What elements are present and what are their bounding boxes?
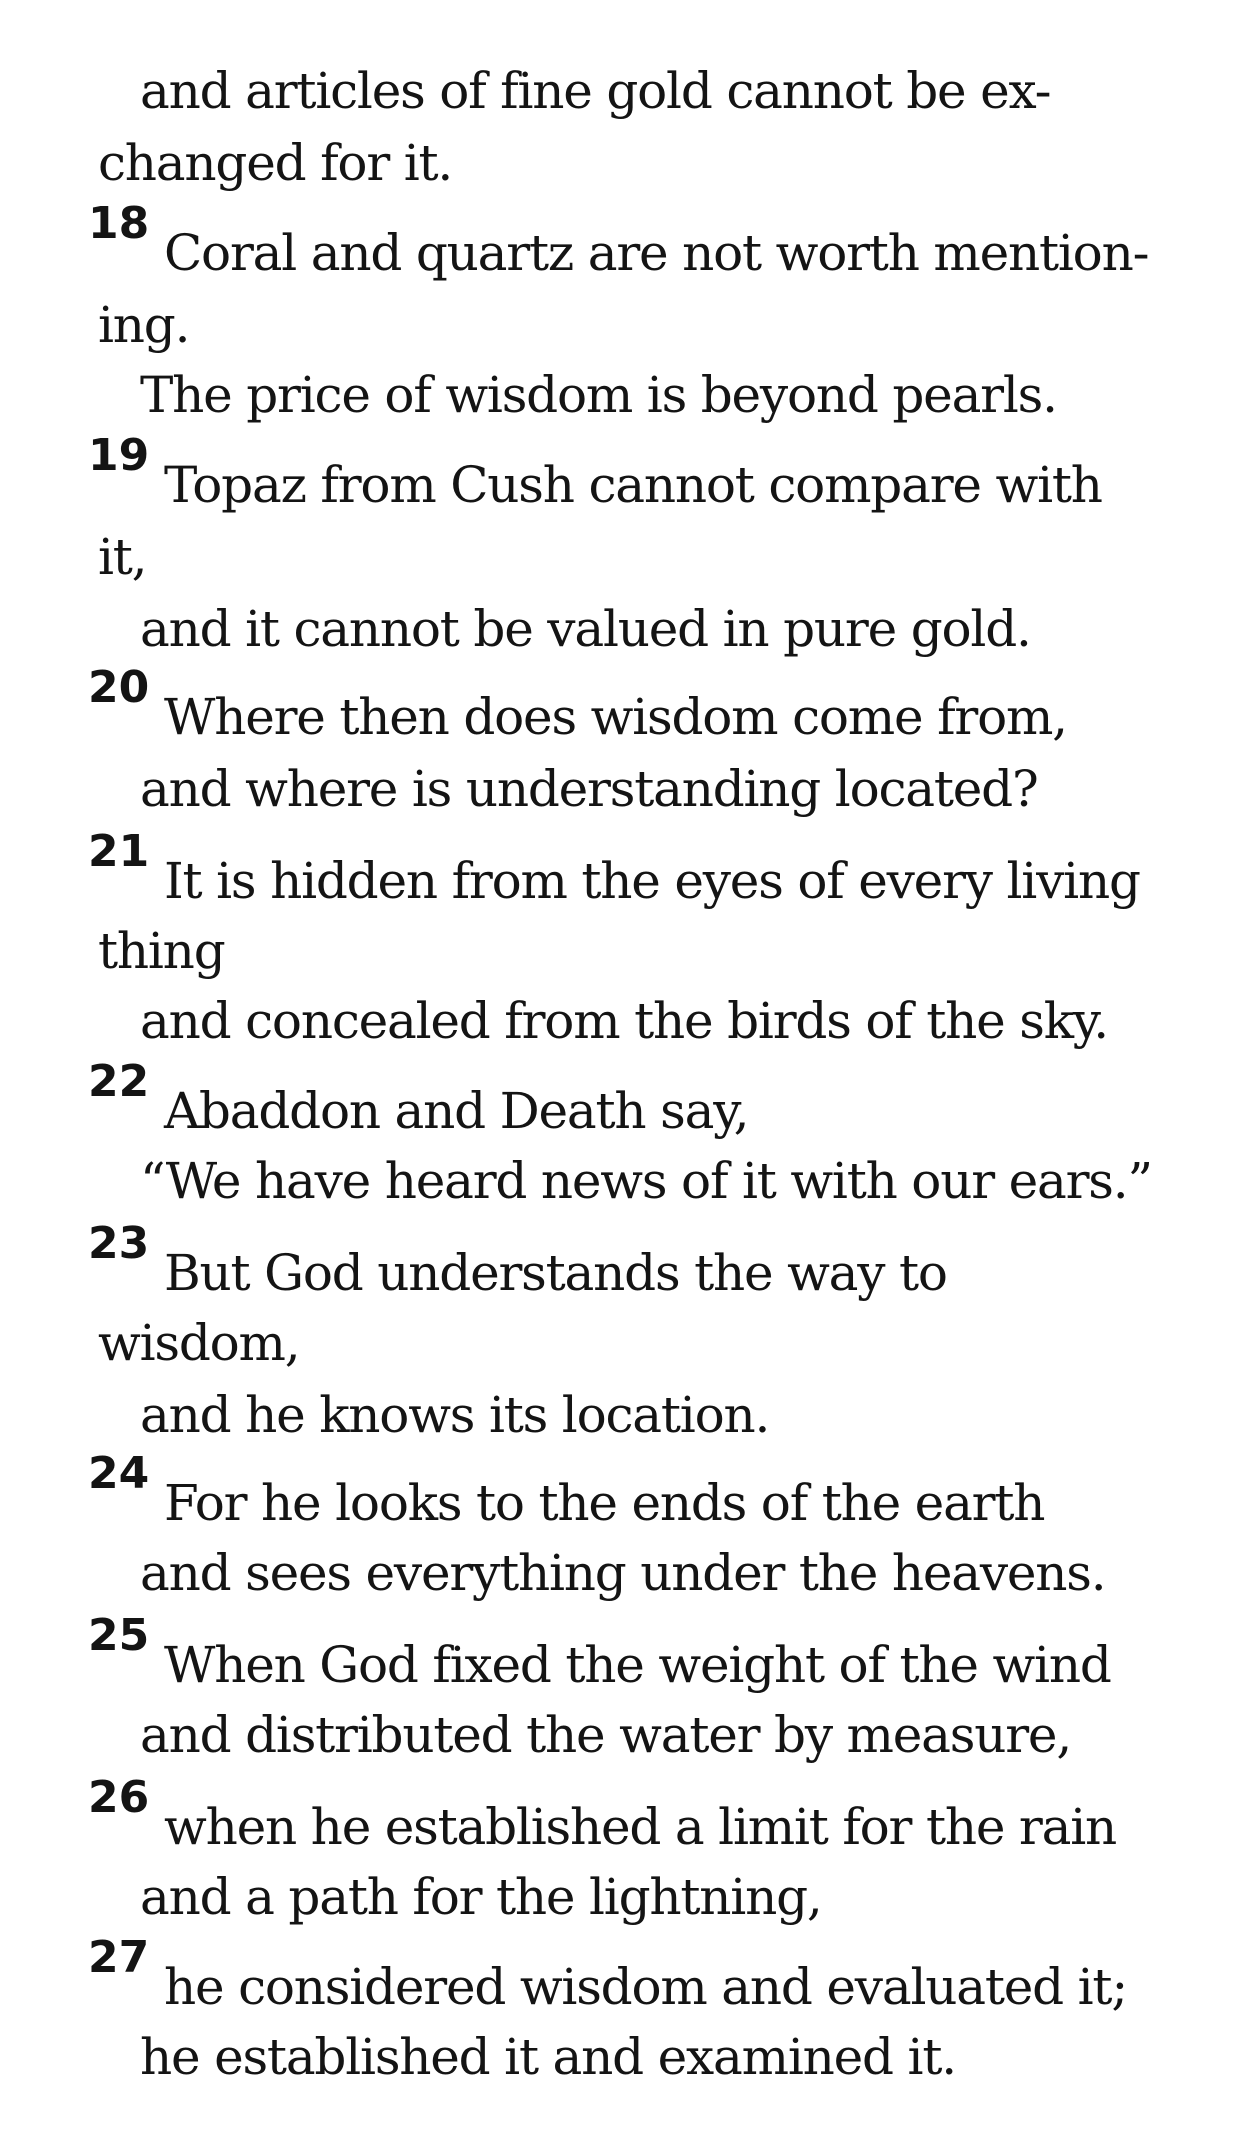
- verse-number-18: 18: [88, 198, 150, 249]
- verse-number-27: 27: [88, 1932, 150, 1983]
- verse-21-line: thing: [98, 922, 225, 980]
- verse-23-line: wisdom,: [98, 1314, 300, 1372]
- verse-19-line: it,: [98, 528, 147, 586]
- verse-number-21: 21: [88, 826, 150, 877]
- verse-18-line: The price of wisdom is beyond pearls.: [140, 366, 1057, 424]
- verse-20-line: Where then does wisdom come from,: [164, 688, 1067, 746]
- verse-21-line: and concealed from the birds of the sky.: [140, 992, 1108, 1050]
- verse-19-line: and it cannot be valued in pure gold.: [140, 600, 1031, 658]
- verse-18-line: ing.: [98, 296, 190, 354]
- verse-20-line: and where is understanding located?: [140, 760, 1038, 818]
- verse-27-line: he established it and examined it.: [140, 2028, 956, 2086]
- verse-21-line: It is hidden from the eyes of every living: [164, 852, 1140, 910]
- verse-27-line: he considered wisdom and evaluated it;: [164, 1958, 1127, 2016]
- verse-18-line: Coral and quartz are not worth mention-: [164, 224, 1149, 282]
- verse-26-line: and a path for the lightning,: [140, 1868, 822, 1926]
- verse-number-19: 19: [88, 430, 150, 481]
- lead-line: and articles of fine gold cannot be ex-: [140, 62, 1051, 120]
- verse-26-line: when he established a limit for the rain: [164, 1798, 1117, 1856]
- verse-23-line: and he knows its location.: [140, 1386, 770, 1444]
- verse-number-23: 23: [88, 1218, 150, 1269]
- verse-22-line: “We have heard news of it with our ears.”: [140, 1152, 1152, 1210]
- verse-number-20: 20: [88, 662, 150, 713]
- verse-22-line: Abaddon and Death say,: [164, 1082, 749, 1140]
- verse-number-25: 25: [88, 1610, 150, 1661]
- verse-number-26: 26: [88, 1772, 150, 1823]
- verse-number-22: 22: [88, 1056, 150, 1107]
- verse-23-line: But God understands the way to: [164, 1244, 947, 1302]
- verse-19-line: Topaz from Cush cannot compare with: [164, 456, 1102, 514]
- verse-24-line: For he looks to the ends of the earth: [164, 1474, 1045, 1532]
- verse-number-24: 24: [88, 1448, 150, 1499]
- verse-25-line: and distributed the water by measure,: [140, 1706, 1072, 1764]
- verse-24-line: and sees everything under the heavens.: [140, 1544, 1106, 1602]
- lead-line: changed for it.: [98, 134, 453, 192]
- verse-25-line: When God fixed the weight of the wind: [164, 1636, 1111, 1694]
